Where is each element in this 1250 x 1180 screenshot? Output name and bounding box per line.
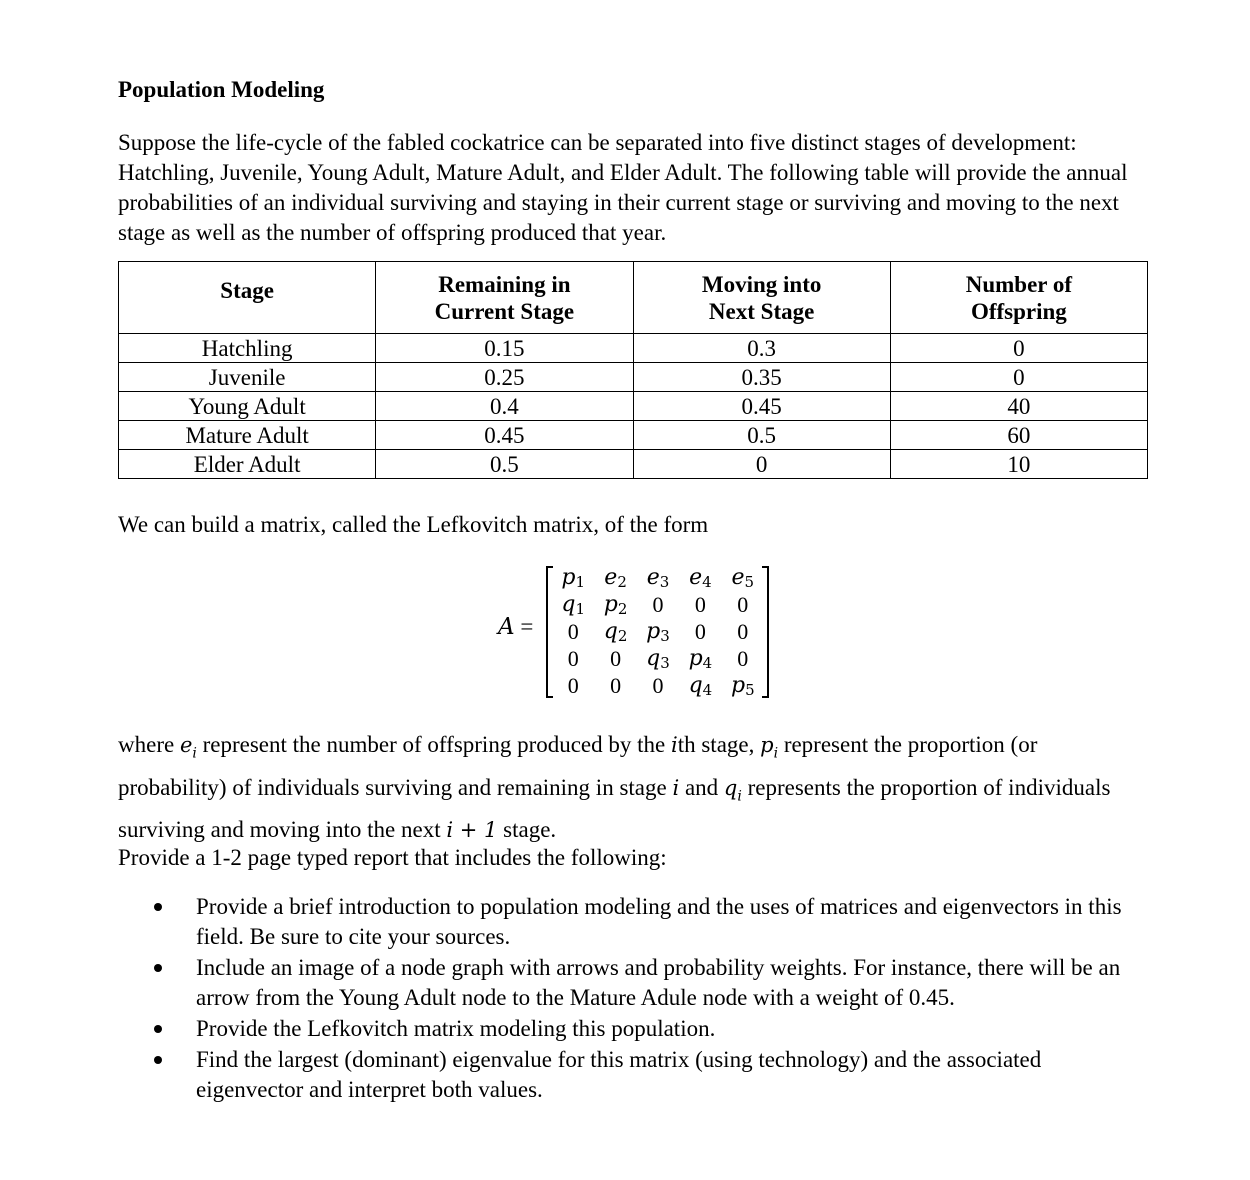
ordinal-suffix: th (677, 732, 696, 757)
list-item-text: Include an image of a node graph with arrows and probability weights. For instance, there will be an arrow from the Young Adult node to the Mature Adule node with a weight of 0.45. (196, 955, 1121, 1010)
matrix-cell-symbol: e (646, 565, 660, 590)
matrix-cell: 0 (694, 592, 706, 617)
matrix-cell: 0 (567, 646, 579, 671)
matrix-cell: 0 (694, 619, 706, 644)
cell-offspring: 0 (890, 363, 1147, 392)
matrix-cell (679, 645, 721, 672)
table-row (119, 363, 1148, 392)
cell-stage: Elder Adult (119, 450, 376, 479)
cell-remaining: 0.15 (376, 334, 633, 363)
header-offspring (890, 262, 1147, 334)
list-item-text: Provide the Lefkovitch matrix modeling this population. (196, 1016, 716, 1041)
header-remaining-line1: Remaining in (438, 272, 571, 297)
explanation-text: where (118, 732, 180, 757)
symbol-e: e (179, 733, 193, 757)
matrix-cell (552, 591, 594, 618)
matrix-cell-symbol: e (689, 565, 703, 590)
symbol-next-stage: i + 1 (446, 818, 498, 843)
matrix-cell (637, 618, 679, 645)
symbol-p: p (760, 733, 774, 757)
header-moving-line1: Moving into (701, 272, 822, 297)
explanation-text: represent the number of offspring produced by the (196, 732, 671, 757)
bullet-icon (154, 1056, 162, 1064)
explanation-text: stage. (497, 817, 557, 843)
matrix-label (498, 614, 533, 640)
matrix-cell-subscript: 3 (660, 654, 670, 672)
explanation-text: represent the proportion (or probability) of individuals surviving and remaining in stage (118, 732, 1038, 800)
cell-stage: Young Adult (119, 392, 376, 421)
matrix-lead-in: We can build a matrix, called the Lefkovitch matrix, of the form (118, 512, 709, 537)
matrix-cell-subscript: 3 (659, 573, 670, 591)
subscript-i: i (737, 788, 742, 805)
matrix-cell-subscript: 1 (575, 573, 586, 591)
header-offspring-line1: Number of (965, 272, 1072, 297)
matrix-grid (552, 564, 764, 699)
matrix-cell-symbol: p (688, 646, 703, 671)
matrix-cell: 0 (567, 619, 579, 644)
matrix-cell: 0 (737, 619, 749, 644)
cell-moving: 0.35 (633, 363, 890, 392)
list-item (118, 892, 1148, 952)
list-item-text: Provide a brief introduction to population modeling and the uses of matrices and eigenvectors in this field. Be sure to cite your sources. (196, 894, 1122, 949)
matrix-cell-symbol: p (561, 565, 576, 590)
cell-moving: 0.45 (633, 392, 890, 421)
matrix-cell: 0 (737, 592, 749, 617)
cell-remaining: 0.45 (376, 421, 633, 450)
matrix-cell-symbol: q (561, 592, 576, 617)
symbol-q: q (723, 775, 738, 800)
cell-offspring: 40 (890, 392, 1147, 421)
report-task-list (118, 892, 1148, 1106)
header-remaining (376, 262, 633, 334)
matrix-cell-subscript: 4 (702, 573, 712, 591)
matrix-cell (637, 645, 679, 672)
matrix-cell-subscript: 4 (702, 654, 713, 672)
matrix-cell (679, 672, 721, 699)
table-row (119, 392, 1148, 421)
matrix-symbol: A (498, 614, 515, 640)
matrix-cell-subscript: 4 (702, 681, 713, 699)
table-row (119, 450, 1148, 479)
list-item (118, 1014, 1148, 1044)
matrix-cell-symbol: p (646, 619, 661, 644)
explanation-text: stage, (695, 732, 761, 757)
bullet-icon (154, 1025, 162, 1033)
matrix-cell (637, 564, 679, 591)
cell-offspring: 60 (890, 421, 1147, 450)
matrix-cell-symbol: q (688, 673, 703, 698)
cell-offspring: 10 (890, 450, 1147, 479)
document-page (118, 74, 1148, 1102)
symbol-i: i (672, 775, 680, 800)
header-stage: Stage (119, 262, 376, 334)
subscript-i: i (192, 745, 197, 762)
subscript-i: i (773, 745, 779, 762)
matrix-cell (594, 618, 636, 645)
header-moving-line2: Next Stage (708, 299, 815, 324)
stage-table (118, 261, 1148, 479)
bullet-icon (154, 903, 162, 911)
matrix-cell: 0 (652, 673, 664, 698)
table-row (119, 334, 1148, 363)
matrix-cell (594, 564, 636, 591)
cell-moving: 0.3 (633, 334, 890, 363)
cell-remaining: 0.5 (376, 450, 633, 479)
matrix-cell: 0 (737, 646, 749, 671)
matrix-cell (594, 591, 636, 618)
header-offspring-line2: Offspring (970, 299, 1067, 324)
matrix-cell-subscript: 5 (744, 573, 755, 591)
header-moving (633, 262, 890, 334)
intro-paragraph: Suppose the life-cycle of the fabled cockatrice can be separated into five distinct stages of development: Hatchling, Juvenile, Young Adult, Mature Adult, and Elder Adult. The following table will provide the annual probabilities of an individual surviving and staying in their current stage or surviving and moving to the next stage as well as the number of offspring produced that year. (118, 130, 1128, 245)
matrix-cell-subscript: 2 (617, 627, 628, 645)
matrix-cell-subscript: 2 (617, 573, 627, 591)
right-bracket (762, 566, 769, 698)
matrix-cell-symbol: q (646, 646, 661, 671)
table-row (119, 421, 1148, 450)
list-item (118, 1045, 1148, 1105)
matrix-cell: 0 (610, 673, 622, 698)
matrix-cell-subscript: 3 (660, 627, 670, 645)
cell-stage: Juvenile (119, 363, 376, 392)
bullet-icon (154, 964, 162, 972)
explanation-text: represents the proportion of individuals surviving and moving into the next (118, 774, 1111, 843)
matrix-equals: = (520, 614, 534, 639)
matrix-cell: 0 (652, 592, 664, 617)
matrix-cell: 0 (610, 646, 622, 671)
matrix-cell (552, 564, 594, 591)
matrix-cell-symbol: p (730, 673, 746, 698)
matrix-cell: 0 (567, 673, 579, 698)
symbol-i: i (671, 733, 678, 757)
explanation-paragraph (118, 728, 1148, 847)
list-item-text: Find the largest (dominant) eigenvalue for this matrix (using technology) and the associated eigenvector and interpret both values. (196, 1047, 1042, 1102)
cell-stage: Hatchling (119, 334, 376, 363)
explanation-text: and (679, 774, 724, 800)
matrix-cell (722, 564, 764, 591)
matrix-cell-subscript: 1 (575, 600, 586, 618)
matrix-cell-symbol: p (603, 592, 618, 617)
matrix-cell-symbol: e (604, 565, 618, 590)
document-title: Population Modeling (118, 77, 325, 102)
header-remaining-line2: Current Stage (434, 299, 575, 324)
matrix-cell-symbol: e (731, 565, 745, 590)
table-header-row (119, 262, 1148, 334)
cell-remaining: 0.4 (376, 392, 633, 421)
list-item (118, 953, 1148, 1013)
cell-moving: 0 (633, 450, 890, 479)
matrix-cell-subscript: 2 (617, 600, 628, 618)
cell-offspring: 0 (890, 334, 1147, 363)
matrix-cell (722, 672, 764, 699)
cell-stage: Mature Adult (119, 421, 376, 450)
matrix-cell (679, 564, 721, 591)
report-lead-in: Provide a 1-2 page typed report that includes the following: (118, 845, 667, 870)
matrix-cell-symbol: q (603, 619, 618, 644)
matrix-cell-subscript: 5 (745, 681, 755, 699)
cell-remaining: 0.25 (376, 363, 633, 392)
cell-moving: 0.5 (633, 421, 890, 450)
